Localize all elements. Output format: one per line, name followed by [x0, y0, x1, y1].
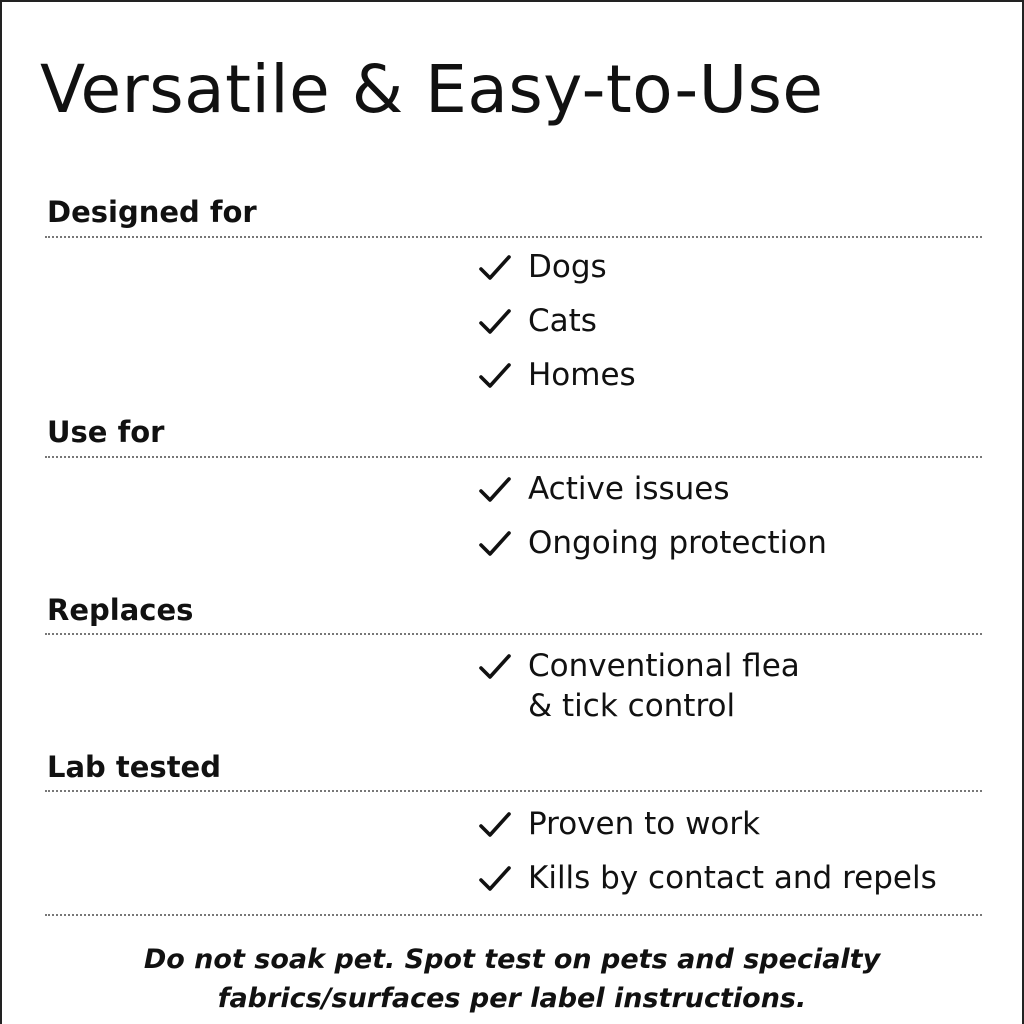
- section-label-lab-tested: Lab tested: [47, 750, 221, 784]
- list-item-label: Active issues: [528, 471, 730, 507]
- list-item-label: Proven to work: [528, 806, 761, 842]
- divider: [45, 633, 982, 635]
- check-icon: [478, 307, 512, 337]
- divider: [45, 914, 982, 916]
- list-item-label: Kills by contact and repels: [528, 860, 937, 896]
- check-icon: [478, 253, 512, 283]
- check-icon: [478, 810, 512, 840]
- list-item-text: [528, 858, 937, 898]
- check-icon: [478, 652, 512, 682]
- section-label-designed-for: Designed for: [47, 195, 257, 229]
- list-item-label: Cats: [528, 303, 597, 339]
- page-title: Versatile & Easy-to-Use: [40, 51, 824, 128]
- footer-disclaimer: [40, 940, 984, 1018]
- check-icon: [478, 529, 512, 559]
- list-item-text: [528, 469, 730, 509]
- list-item-label: Dogs: [528, 249, 607, 285]
- footer-line-2: fabrics/surfaces per label instructions.: [217, 983, 807, 1014]
- list-item-label: Homes: [528, 357, 636, 393]
- list-item-label-line-2: & tick control: [528, 688, 736, 724]
- list-item-text: [528, 646, 800, 726]
- list-item-text: [528, 804, 760, 844]
- check-icon: [478, 475, 512, 505]
- footer-line-1: Do not soak pet. Spot test on pets and specialty: [143, 944, 881, 975]
- section-label-replaces: Replaces: [47, 593, 194, 627]
- list-item-text: [528, 523, 827, 563]
- divider: [45, 236, 982, 238]
- divider: [45, 456, 982, 458]
- list-item-text: [528, 355, 636, 395]
- list-item-label: Ongoing protection: [528, 525, 827, 561]
- list-item-text: [528, 247, 607, 287]
- divider: [45, 790, 982, 792]
- check-icon: [478, 361, 512, 391]
- check-icon: [478, 864, 512, 894]
- list-item-text: [528, 301, 597, 341]
- section-label-use-for: Use for: [47, 415, 165, 449]
- list-item-label-line-1: Conventional flea: [528, 648, 800, 684]
